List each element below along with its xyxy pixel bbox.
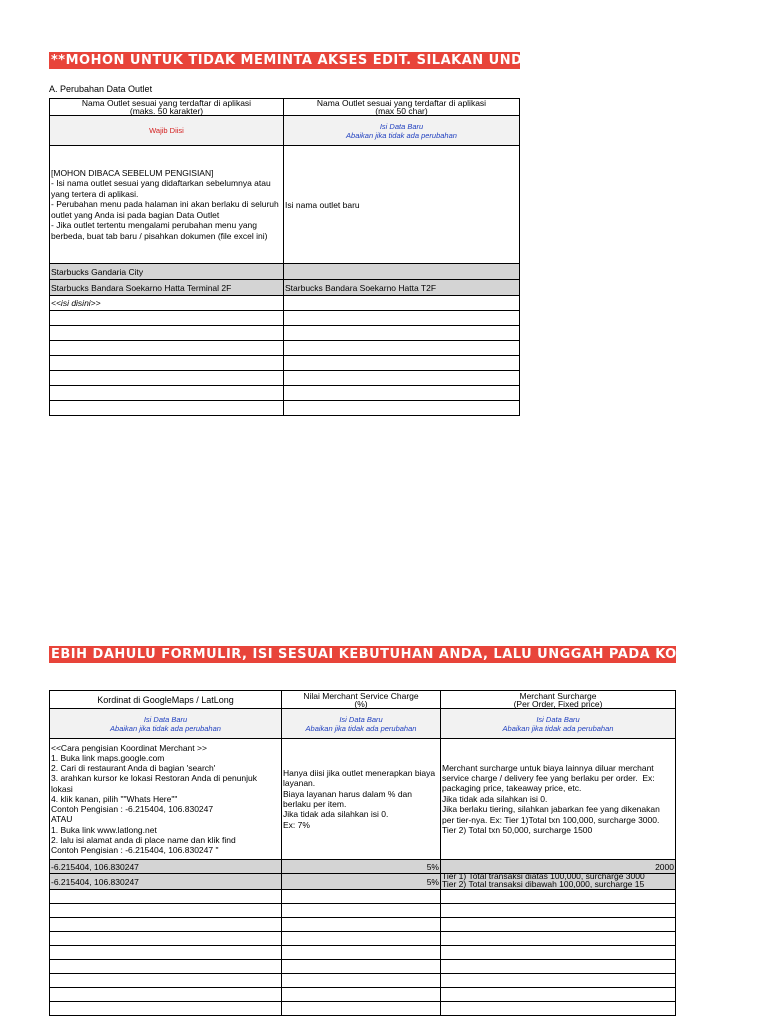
empty-cell[interactable] (282, 1002, 441, 1016)
new-data-note: Isi Data Baru Abaikan jika tidak ada perubahan (284, 116, 520, 146)
table-row (50, 401, 520, 416)
empty-cell[interactable] (284, 356, 520, 371)
empty-cell[interactable] (284, 341, 520, 356)
table-row (50, 311, 520, 326)
empty-cell[interactable] (50, 918, 282, 932)
table-row (50, 1002, 676, 1016)
new-name-cell[interactable] (284, 296, 520, 311)
empty-cell[interactable] (50, 988, 282, 1002)
empty-cell[interactable] (441, 1002, 676, 1016)
service-charge-cell[interactable]: 5% (282, 860, 441, 874)
empty-cell[interactable] (282, 946, 441, 960)
table-row (50, 371, 520, 386)
empty-cell[interactable] (282, 918, 441, 932)
new-data-note: Isi Data Baru Abaikan jika tidak ada perubahan (50, 709, 282, 739)
header-service-charge: Nilai Merchant Service Charge (%) (282, 691, 441, 709)
empty-cell[interactable] (284, 401, 520, 416)
empty-cell[interactable] (50, 974, 282, 988)
empty-cell[interactable] (50, 341, 284, 356)
empty-cell[interactable] (50, 960, 282, 974)
empty-cell[interactable] (50, 386, 284, 401)
surcharge-cell[interactable]: Tier 1) Total transaksi diatas 100,000, surcharge 3000 Tier 2) Total transaksi dibawah 100,000, surcharge 15 (441, 874, 676, 890)
table-row (50, 326, 520, 341)
section-a-title: A. Perubahan Data Outlet (49, 84, 153, 94)
empty-cell[interactable] (441, 932, 676, 946)
table-row (50, 988, 676, 1002)
empty-cell[interactable] (50, 326, 284, 341)
empty-cell[interactable] (50, 904, 282, 918)
empty-cell[interactable] (282, 932, 441, 946)
empty-cell[interactable] (282, 988, 441, 1002)
empty-cell[interactable] (284, 326, 520, 341)
empty-cell[interactable] (282, 890, 441, 904)
empty-cell[interactable] (50, 946, 282, 960)
header-coordinates: Kordinat di GoogleMaps / LatLong (50, 691, 282, 709)
instruction-new-name-cell: Isi nama outlet baru (284, 146, 520, 264)
coordinate-instruction-cell: <<Cara pengisian Koordinat Merchant >> 1. Buka link maps.google.com 2. Cari di restaurant Anda di bagian 'search' 3. arahkan kursor ke lokasi Restoran Anda di penunjuk lokasi 4. klik kanan, pilih ""Whats Here"" Contoh Pengisian : -6.215404, 106.830247 ATAU 1. Buka link www.latlong.net 2. lalu isi alamat anda di place name dan klik find Contoh Pengisian : -6.215404, 106.830247 " (50, 739, 282, 860)
table-row (50, 960, 676, 974)
header-new-outlet-name: Nama Outlet sesuai yang terdaftar di aplikasi (max 50 char) (284, 99, 520, 116)
table-row (50, 932, 676, 946)
coordinate-cell[interactable]: -6.215404, 106.830247 (50, 860, 282, 874)
header-old-outlet-name: Nama Outlet sesuai yang terdaftar di aplikasi (maks. 50 karakter) (50, 99, 284, 116)
empty-cell[interactable] (441, 960, 676, 974)
new-data-note: Isi Data Baru Abaikan jika tidak ada perubahan (282, 709, 441, 739)
old-name-cell[interactable]: Starbucks Gandaria City (50, 264, 284, 280)
empty-cell[interactable] (284, 386, 520, 401)
required-note: Wajib Diisi (50, 116, 284, 146)
instruction-cell: [MOHON DIBACA SEBELUM PENGISIAN] - Isi nama outlet sesuai yang didaftarkan sebelumnya atau yang tertera di aplikasi. - Perubahan menu pada halaman ini akan berlaku di seluruh outlet yang Anda isi pada bagian Data Outlet - Jika outlet tertentu mengalami perubahan menu yang berbeda, buat tab baru / pisahkan dokumen (file excel ini) (50, 146, 284, 264)
table-row (50, 904, 676, 918)
coordinate-cell[interactable]: -6.215404, 106.830247 (50, 874, 282, 890)
empty-cell[interactable] (282, 960, 441, 974)
empty-cell[interactable] (441, 918, 676, 932)
empty-cell[interactable] (441, 890, 676, 904)
empty-cell[interactable] (441, 988, 676, 1002)
empty-cell[interactable] (441, 974, 676, 988)
table-row (50, 874, 676, 890)
old-name-cell[interactable]: <<isi disini>> (50, 296, 284, 311)
table-row (50, 890, 676, 904)
table-row (50, 356, 520, 371)
surcharge-cell[interactable]: 2000 (441, 860, 676, 874)
empty-cell[interactable] (284, 311, 520, 326)
service-charge-cell[interactable]: 5% (282, 874, 441, 890)
new-name-cell[interactable]: Starbucks Bandara Soekarno Hatta T2F (284, 280, 520, 296)
empty-cell[interactable] (441, 946, 676, 960)
warning-banner-bottom: EBIH DAHULU FORMULIR, ISI SESUAI KEBUTUHAN ANDA, LALU UNGGAH PADA KOLOM YANG (51, 647, 757, 662)
empty-cell[interactable] (50, 311, 284, 326)
surcharge-instruction-cell: Merchant surcharge untuk biaya lainnya diluar merchant service charge / delivery fee yang berlaku per order. Ex: packaging price, takeaway price, etc. Jika tidak ada silahkan isi 0. Jika berlaku tiering, silahkan jabarkan fee yang dikenakan per tier-nya. Ex: Tier 1)Total txn 100,000, surcharge 3000. Tier 2) Total txn 50,000, surcharge 1500 (441, 739, 676, 860)
empty-cell[interactable] (50, 890, 282, 904)
table-row (50, 946, 676, 960)
warning-banner-top: **MOHON UNTUK TIDAK MEMINTA AKSES EDIT. SILAKAN UNDUH TERL (51, 53, 588, 68)
empty-cell[interactable] (50, 371, 284, 386)
table-row (50, 974, 676, 988)
new-name-cell[interactable] (284, 264, 520, 280)
table-row (50, 341, 520, 356)
table-row (50, 918, 676, 932)
table-row (50, 296, 520, 311)
old-name-cell[interactable]: Starbucks Bandara Soekarno Hatta Terminal 2F (50, 280, 284, 296)
empty-cell[interactable] (284, 371, 520, 386)
empty-cell[interactable] (50, 356, 284, 371)
empty-cell[interactable] (282, 904, 441, 918)
empty-cell[interactable] (50, 401, 284, 416)
outlet-settings-table (49, 690, 676, 1016)
service-charge-instruction-cell: Hanya diisi jika outlet menerapkan biaya layanan. Biaya layanan harus dalam % dan berlaku per item. Jika tidak ada silahkan isi 0. Ex: 7% (282, 739, 441, 860)
empty-cell[interactable] (282, 974, 441, 988)
table-row (50, 264, 520, 280)
empty-cell[interactable] (50, 932, 282, 946)
empty-cell[interactable] (50, 1002, 282, 1016)
table-row (50, 386, 520, 401)
empty-cell[interactable] (441, 904, 676, 918)
new-data-note: Isi Data Baru Abaikan jika tidak ada perubahan (441, 709, 676, 739)
header-surcharge: Merchant Surcharge (Per Order, Fixed price) (441, 691, 676, 709)
table-row (50, 280, 520, 296)
outlet-change-table (49, 98, 520, 416)
